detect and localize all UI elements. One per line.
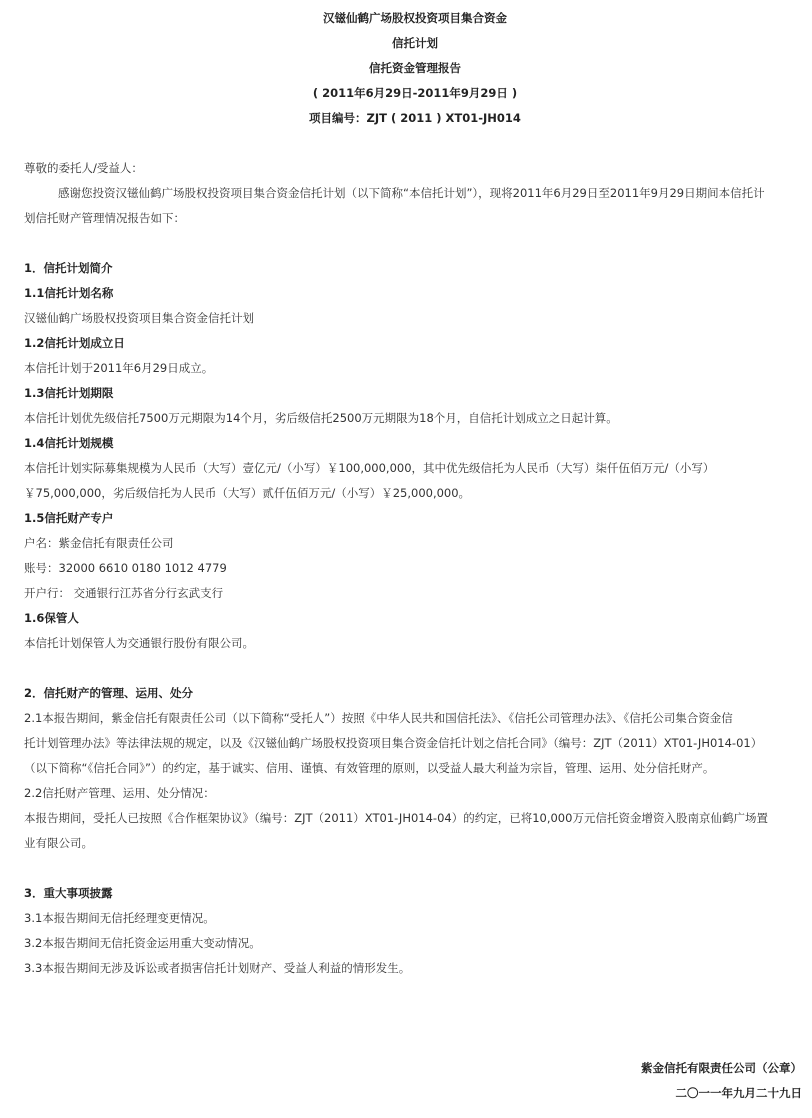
section-1-1-heading: 1.1信托计划名称 [24, 286, 114, 300]
report-title-line2: 信托计划 [392, 36, 438, 50]
account-name: 户名：紫金信托有限责任公司 [24, 536, 174, 550]
section-1-3-text: 本信托计划优先级信托7500万元期限为14个月，劣后级信托2500万元期限为18个月，自信托计划成立之日起计算。 [24, 411, 618, 425]
report-title-line3: 信托资金管理报告 [369, 61, 461, 75]
section-3-3-text: 3.3本报告期间无涉及诉讼或者损害信托计划财产、受益人利益的情形发生。 [24, 961, 411, 975]
section-2-1-line-3: （以下简称“《信托合同》”）的约定，基于诚实、信用、谨慎、有效管理的原则，以受益人最大利益为宗旨，管理、运用、处分信托财产。 [24, 761, 715, 775]
issuer-company-seal: 紫金信托有限责任公司（公章） [641, 1061, 802, 1075]
section-3-1-text: 3.1本报告期间无信托经理变更情况。 [24, 911, 215, 925]
section-1-1-text: 汉镃仙鹤广场股权投资项目集合资金信托计划 [24, 311, 254, 325]
section-2-heading: 2．信托财产的管理、运用、处分 [24, 686, 193, 700]
report-date: 二〇一一年九月二十九日 [675, 1086, 802, 1100]
account-number: 账号：32000 6610 0180 1012 4779 [24, 561, 227, 575]
section-2-2-line-1: 本报告期间，受托人已按照《合作框架协议》（编号：ZJT（2011）XT01-JH014-04）的约定，已将10,000万元信托资金增资入股南京仙鹤广场置 [24, 811, 768, 825]
section-2-1-line-1: 2.1本报告期间，紫金信托有限责任公司（以下简称“受托人”）按照《中华人民共和国信托法》、《信托公司管理办法》、《信托公司集合资金信 [24, 711, 733, 725]
section-1-4-heading: 1.4信托计划规模 [24, 436, 114, 450]
section-1-4-text-2: ￥75,000,000，劣后级信托为人民币（大写）贰仟伍佰万元/（小写）￥25,000,000。 [24, 486, 471, 500]
section-1-5-heading: 1.5信托财产专户 [24, 511, 114, 525]
section-1-4-text-1: 本信托计划实际募集规模为人民币（大写）壹亿元/（小写）￥100,000,000，其中优先级信托为人民币（大写）柒仟伍佰万元/（小写） [24, 461, 715, 475]
section-1-heading: 1．信托计划简介 [24, 261, 113, 275]
section-2-2-heading: 2.2信托财产管理、运用、处分情况： [24, 786, 215, 800]
greeting: 尊敬的委托人/受益人： [24, 161, 143, 175]
section-1-6-text: 本信托计划保管人为交通银行股份有限公司。 [24, 636, 254, 650]
section-1-6-heading: 1.6保管人 [24, 611, 79, 625]
section-3-2-text: 3.2本报告期间无信托资金运用重大变动情况。 [24, 936, 261, 950]
section-2-1-line-2: 托计划管理办法》等法律法规的规定，以及《汉镃仙鹤广场股权投资项目集合资金信托计划之信托合同》（编号：ZJT（2011）XT01-JH014-01） [24, 736, 763, 750]
report-title-line1: 汉镃仙鹤广场股权投资项目集合资金 [323, 11, 507, 25]
section-1-3-heading: 1.3信托计划期限 [24, 386, 114, 400]
section-1-2-heading: 1.2信托计划成立日 [24, 336, 125, 350]
account-bank: 开户行： 交通银行江苏省分行玄武支行 [24, 586, 224, 600]
section-3-heading: 3．重大事项披露 [24, 886, 113, 900]
intro-line-1: 感谢您投资汉镃仙鹤广场股权投资项目集合资金信托计划（以下简称“本信托计划”），现将2011年6月29日至2011年9月29日期间本信托计 [58, 186, 765, 200]
report-period: ( 2011年6月29日-2011年9月29日 ) [312, 86, 518, 100]
project-number: 项目编号：ZJT ( 2011 ) XT01-JH014 [309, 111, 521, 125]
section-1-2-text: 本信托计划于2011年6月29日成立。 [24, 361, 214, 375]
section-2-2-line-2: 业有限公司。 [24, 836, 93, 850]
intro-line-2: 划信托财产管理情况报告如下： [24, 211, 185, 225]
